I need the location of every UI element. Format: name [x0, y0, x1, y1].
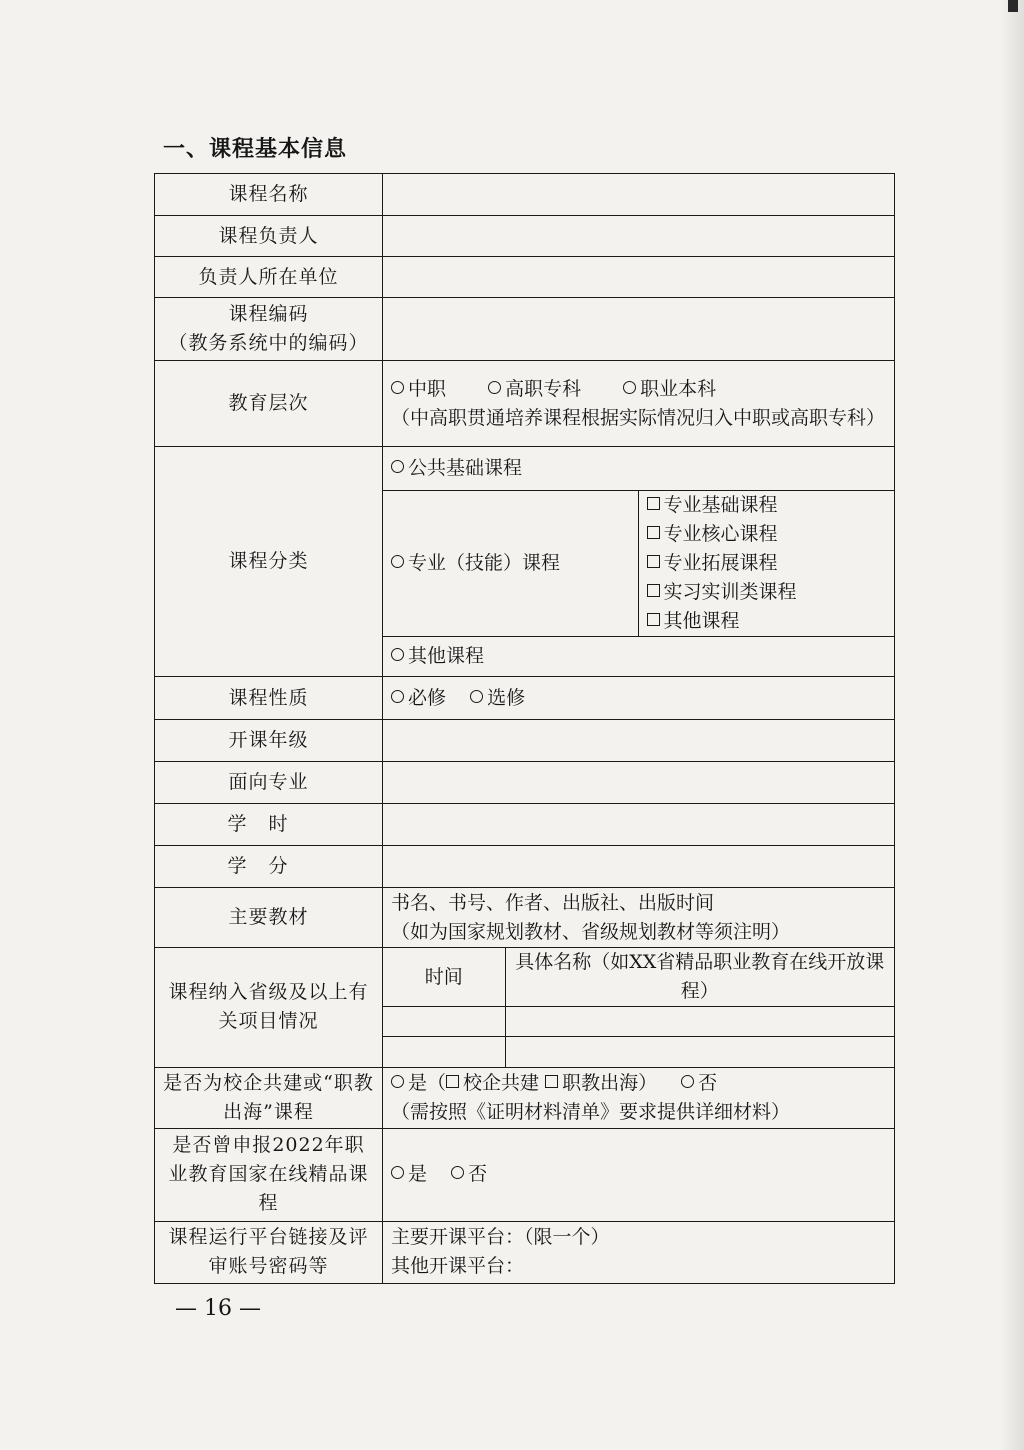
label-school-enterprise: 是否为校企共建或“职教出海”课程 [155, 1067, 383, 1128]
project-name-field-1[interactable] [505, 1007, 894, 1037]
education-level-cell [383, 361, 895, 447]
header-specific-name: 具体名称（如XX省精品职业教育在线开放课程） [505, 948, 894, 1007]
label-leader-unit: 负责人所在单位 [155, 257, 383, 298]
label-textbook: 主要教材 [155, 888, 383, 948]
label-course-code-line1: 课程编码 [228, 303, 309, 325]
education-level-note: （中高职贯通培养课程根据实际情况归入中职或高职专科） [391, 406, 886, 429]
radio-circle-icon [391, 555, 404, 568]
option-applied-yes[interactable]: 是 [391, 1163, 427, 1185]
radio-circle-icon [391, 381, 404, 394]
row-class-hours [155, 804, 895, 846]
label-provincial-project: 课程纳入省级及以上有关项目情况 [155, 948, 383, 1068]
label-course-nature: 课程性质 [155, 677, 383, 720]
page-edge-shadow [1000, 0, 1024, 1450]
row-course-name [155, 174, 895, 216]
platform-other: 其他开课平台： [391, 1255, 525, 1277]
label-course-code [155, 298, 383, 361]
label-platform: 课程运行平台链接及评审账号密码等 [155, 1221, 383, 1283]
school-enterprise-cell: 是（ 校企共建 职教出海） 否 （需按照《证明材料清单》要求提供详细材料） [383, 1067, 895, 1128]
label-target-major: 面向专业 [155, 762, 383, 804]
radio-circle-icon [391, 1166, 404, 1179]
label-course-category: 课程分类 [155, 447, 383, 677]
radio-circle-icon [488, 381, 501, 394]
field-course-name[interactable] [383, 174, 895, 216]
course-category-subtable [383, 447, 894, 676]
scan-corner-mark [1008, 0, 1018, 12]
option-secondary-vocational[interactable]: 中职 [391, 378, 446, 400]
option-applied-no[interactable]: 否 [451, 1163, 487, 1185]
option-school-enterprise-yes[interactable]: 是（ [391, 1072, 446, 1094]
row-course-leader [155, 216, 895, 257]
textbook-hint-line2: （如为国家规划教材、省级规划教材等须注明） [391, 920, 791, 943]
row-provincial-project [155, 948, 895, 1068]
radio-circle-icon [470, 690, 483, 703]
row-course-code [155, 298, 895, 361]
radio-circle-icon [623, 381, 636, 394]
label-class-hours: 学时 [155, 804, 383, 846]
school-enterprise-note: （需按照《证明材料清单》要求提供详细材料） [391, 1100, 791, 1123]
option-higher-vocational[interactable]: 高职专科 [488, 378, 581, 400]
row-leader-unit [155, 257, 895, 298]
label-applied-2022: 是否曾申报2022年职业教育国家在线精品课程 [155, 1128, 383, 1221]
checkbox-icon [647, 526, 660, 539]
checkbox-professional-extension[interactable]: 专业拓展课程 [647, 549, 887, 578]
textbook-hint-line1: 书名、书号、作者、出版社、出版时间 [391, 891, 715, 914]
field-course-leader[interactable] [383, 216, 895, 257]
checkbox-icon [446, 1075, 459, 1088]
page-number: — 16 — [175, 1296, 261, 1321]
platform-cell[interactable] [383, 1221, 895, 1283]
field-credits[interactable] [383, 846, 895, 888]
platform-main: 主要开课平台：（限一个） [391, 1226, 610, 1248]
field-class-hours[interactable] [383, 804, 895, 846]
row-platform [155, 1221, 895, 1283]
option-elective[interactable]: 选修 [470, 687, 525, 709]
project-name-field-2[interactable] [505, 1037, 894, 1067]
row-target-major [155, 762, 895, 804]
radio-circle-icon [681, 1075, 694, 1088]
option-required[interactable]: 必修 [391, 687, 446, 709]
radio-circle-icon [391, 1075, 404, 1088]
option-other-course[interactable]: 其他课程 [383, 636, 894, 676]
field-textbook[interactable] [383, 888, 895, 948]
row-course-category [155, 447, 895, 677]
header-time: 时间 [383, 948, 505, 1007]
field-leader-unit[interactable] [383, 257, 895, 298]
option-public-basic[interactable]: 公共基础课程 [383, 447, 894, 490]
course-info-table [154, 173, 895, 1284]
label-credits: 学分 [155, 846, 383, 888]
label-course-code-line2: （教务系统中的编码） [168, 332, 369, 354]
checkbox-school-enterprise-joint[interactable]: 校企共建 [446, 1072, 539, 1094]
option-professional[interactable]: 专业（技能）课程 [383, 490, 638, 636]
checkbox-icon [647, 497, 660, 510]
row-course-nature [155, 677, 895, 720]
field-course-code[interactable] [383, 298, 895, 361]
row-education-level [155, 361, 895, 447]
section-title: 一、课程基本信息 [163, 137, 348, 162]
checkbox-other-sub[interactable]: 其他课程 [647, 607, 887, 636]
row-applied-2022 [155, 1128, 895, 1221]
checkbox-professional-basic[interactable]: 专业基础课程 [647, 491, 887, 520]
checkbox-practical-training[interactable]: 实习实训类课程 [647, 578, 887, 607]
provincial-project-subtable [383, 948, 894, 1067]
professional-sub-options [638, 490, 894, 636]
course-category-cell [383, 447, 895, 677]
checkbox-vocational-overseas[interactable]: 职教出海 [545, 1072, 638, 1094]
radio-circle-icon [451, 1166, 464, 1179]
field-start-grade[interactable] [383, 720, 895, 762]
label-education-level: 教育层次 [155, 361, 383, 447]
checkbox-icon [647, 584, 660, 597]
checkbox-icon [647, 613, 660, 626]
row-start-grade [155, 720, 895, 762]
course-nature-cell [383, 677, 895, 720]
field-target-major[interactable] [383, 762, 895, 804]
checkbox-icon [647, 555, 660, 568]
applied-2022-cell [383, 1128, 895, 1221]
provincial-project-cell [383, 948, 895, 1068]
checkbox-icon [545, 1075, 558, 1088]
row-credits [155, 846, 895, 888]
label-course-leader: 课程负责人 [155, 216, 383, 257]
radio-circle-icon [391, 460, 404, 473]
label-course-name: 课程名称 [155, 174, 383, 216]
radio-circle-icon [391, 648, 404, 661]
checkbox-professional-core[interactable]: 专业核心课程 [647, 520, 887, 549]
project-time-field-2[interactable] [383, 1037, 505, 1067]
row-textbook [155, 888, 895, 948]
option-vocational-bachelor[interactable]: 职业本科 [623, 378, 716, 400]
label-start-grade: 开课年级 [155, 720, 383, 762]
radio-circle-icon [391, 690, 404, 703]
project-time-field-1[interactable] [383, 1007, 505, 1037]
row-school-enterprise [155, 1067, 895, 1128]
option-school-enterprise-no[interactable]: 否 [681, 1072, 717, 1094]
